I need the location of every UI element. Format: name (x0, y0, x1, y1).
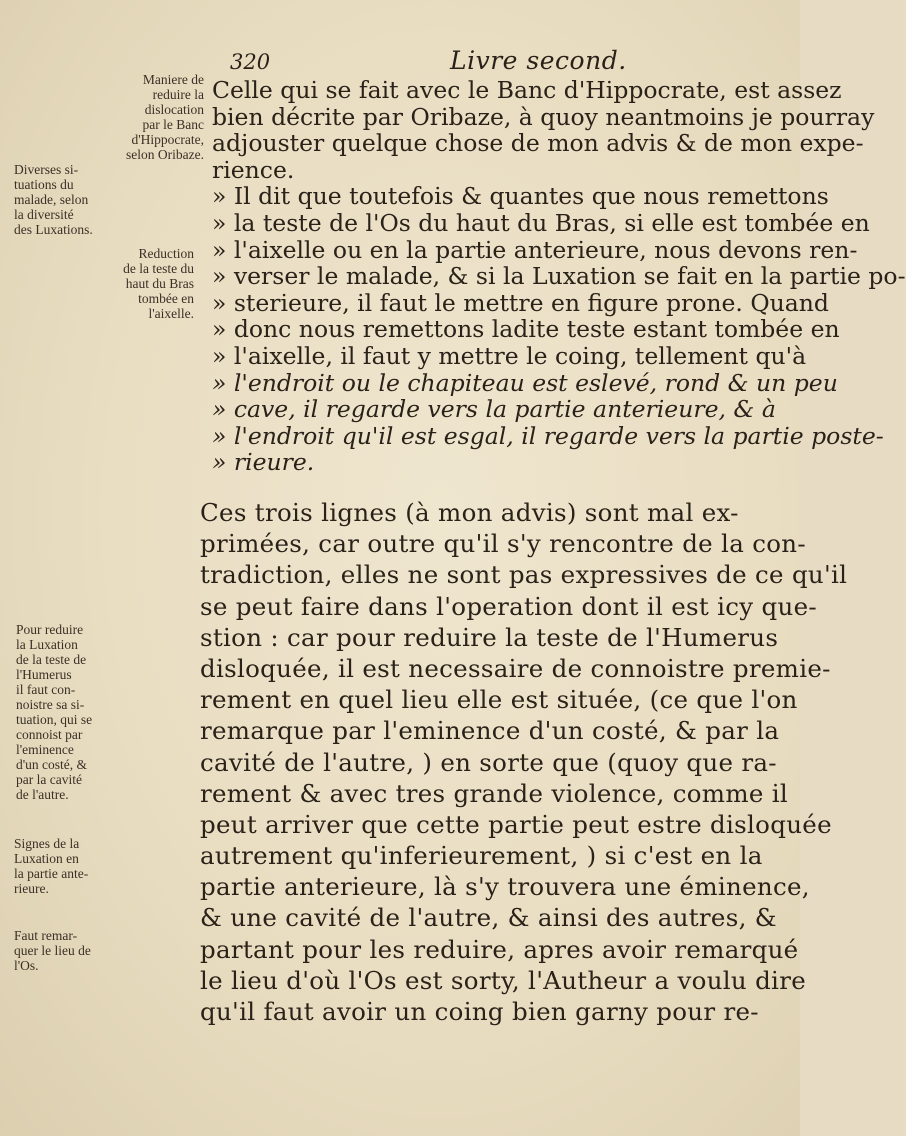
text-line: & une cavité de l'autre, & ainsi des autres, & (200, 903, 777, 933)
sidenote-line: de la teste du (123, 261, 194, 276)
sidenote-line: selon Oribaze. (126, 147, 204, 162)
text-line: tradiction, elles ne sont pas expressives de ce qu'il (200, 560, 848, 590)
sidenote-line: Pour reduire (16, 622, 84, 637)
sidenote-signes (14, 836, 199, 896)
sidenote-line: d'Hippocrate, (131, 132, 204, 147)
sidenote-line: l'aixelle. (148, 306, 194, 321)
sidenote-line: de la teste de (16, 652, 87, 667)
sidenote-line: l'Os. (14, 958, 39, 973)
sidenote-line: Diverses si- (14, 162, 79, 177)
text-line: cavité de l'autre, ) en sorte que (quoy que ra- (200, 747, 777, 777)
text-line: remarque par l'eminence d'un costé, & par la (200, 716, 780, 746)
sidenote-line: Reduction (138, 246, 194, 261)
text-line: » l'endroit qu'il est esgal, il regarde vers la partie poste- (212, 421, 884, 450)
quoted-passage (212, 76, 906, 477)
sidenote-line: Signes de la (14, 836, 80, 851)
sidenote-line: tuation, qui se (16, 712, 93, 727)
sidenote-line: par la cavité (16, 772, 82, 787)
text-line: » cave, il regarde vers la partie anterieure, & à (212, 395, 776, 424)
text-line: » l'aixelle, il faut y mettre le coing, tellement qu'à (212, 341, 807, 370)
text-line: » donc nous remettons ladite teste estant tombée en (212, 315, 840, 344)
text-line: » rieure. (212, 448, 315, 477)
text-line: primées, car outre qu'il s'y rencontre de la con- (200, 529, 806, 559)
text-line: stion : car pour reduire la teste de l'Humerus (200, 622, 779, 652)
sidenote-line: Luxation en (14, 851, 79, 866)
text-line: peut arriver que cette partie peut estre disloquée (200, 809, 832, 839)
text-line: rement & avec tres grande violence, comme il (200, 778, 789, 808)
sidenote-line: Maniere de (142, 72, 204, 87)
sidenote-line: l'Humerus (16, 667, 72, 682)
sidenote-line: reduire la (152, 87, 204, 102)
sidenote-line: des Luxations. (14, 222, 93, 237)
sidenote-line: quer le lieu de (14, 943, 91, 958)
sidenote-line: dislocation (144, 102, 204, 117)
text-line: » l'aixelle ou en la partie anterieure, nous devons ren- (212, 235, 858, 264)
text-line: Ces trois lignes (à mon advis) sont mal ex- (200, 498, 739, 527)
sidenote-line: Faut remar- (14, 928, 78, 943)
sidenote-line: l'eminence (16, 742, 74, 757)
text-line: le lieu d'où l'Os est sorty, l'Autheur a voulu dire (200, 965, 807, 995)
text-line: adjouster quelque chose de mon advis & de mon expe- (212, 129, 864, 158)
sidenote-line: d'un costé, & (16, 757, 88, 772)
sidenote-line: tombée en (138, 291, 194, 306)
text-line: rement en quel lieu elle est située, (ce que l'on (200, 685, 798, 715)
text-line: autrement qu'inferieurement, ) si c'est en la (200, 841, 763, 871)
text-line: » sterieure, il faut le mettre en figure prone. Quand (212, 288, 829, 317)
text-line: partie anterieure, là s'y trouvera une éminence, (200, 872, 810, 902)
text-line: rience. (212, 155, 295, 184)
text-line: » verser le malade, & si la Luxation se fait en la partie po- (212, 262, 906, 291)
sidenote-line: de l'autre. (16, 787, 69, 802)
sidenote-line: malade, selon (14, 192, 89, 207)
running-head: Livre second. (450, 46, 627, 75)
text-line: se peut faire dans l'operation dont il est icy que- (200, 591, 817, 621)
sidenote-reduction (18, 246, 194, 321)
sidenote-banc-hippocrate (30, 72, 204, 162)
text-line: partant pour les reduire, apres avoir remarqué (200, 934, 799, 964)
sidenote-lieu (14, 928, 199, 973)
sidenote-line: la partie ante- (14, 866, 89, 881)
sidenote-line: rieure. (14, 881, 49, 896)
sidenote-line: haut du Bras (125, 276, 194, 291)
page-number: 320 (230, 50, 271, 74)
text-line: qu'il faut avoir un coing bien garny pour re- (200, 997, 759, 1026)
text-line: Celle qui se fait avec le Banc d'Hippocrate, est assez (212, 76, 842, 104)
sidenote-line: connoist par (16, 727, 83, 742)
text-line: » l'endroit ou le chapiteau est eslevé, rond & un peu (212, 368, 838, 397)
text-line: » Il dit que toutefois & quantes que nous remettons (212, 182, 829, 211)
sidenote-line: par le Banc (142, 117, 204, 132)
sidenote-humerus (16, 622, 196, 802)
sidenote-line: noistre sa si- (16, 697, 85, 712)
body-paragraph (200, 497, 848, 1027)
sidenote-line: la Luxation (16, 637, 78, 652)
sidenote-situations (14, 162, 204, 237)
text-line: disloquée, il est necessaire de connoistre premie- (200, 653, 831, 683)
sidenote-line: il faut con- (16, 682, 76, 697)
text-line: » la teste de l'Os du haut du Bras, si elle est tombée en (212, 208, 870, 237)
sidenote-line: tuations du (14, 177, 74, 192)
sidenote-line: la diversité (14, 207, 74, 222)
text-line: bien décrite par Oribaze, à quoy neantmoins je pourray (212, 102, 875, 131)
